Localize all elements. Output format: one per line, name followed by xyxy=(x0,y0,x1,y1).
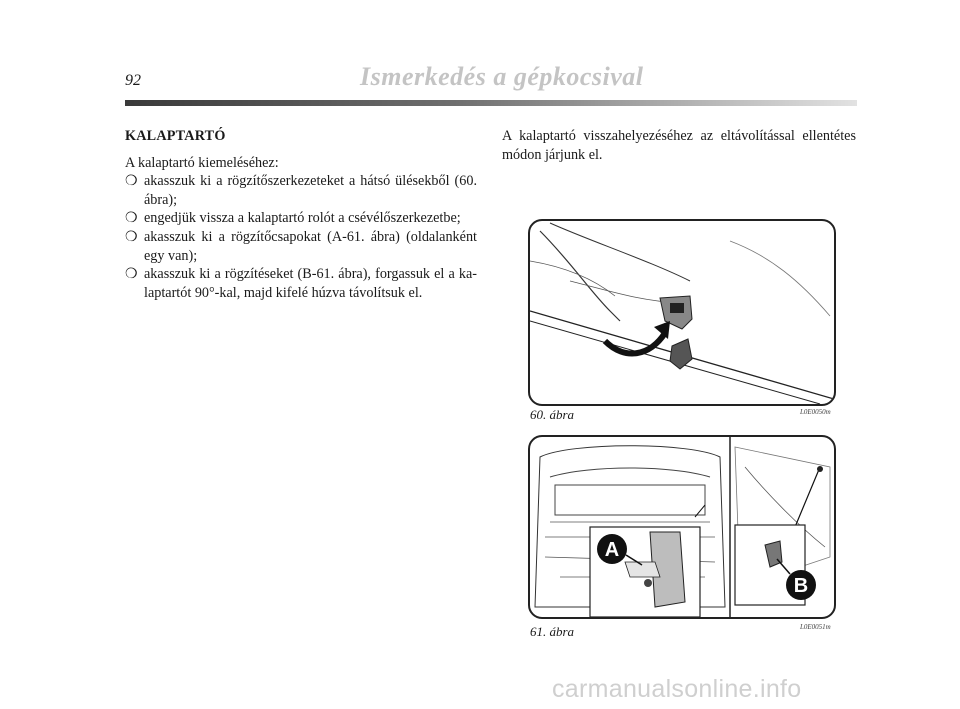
header-rule xyxy=(125,100,857,106)
watermark-text: carmanualsonline.info xyxy=(552,675,802,703)
list-item-text: akasszuk ki a rögzítőszerkezeteket a hátsó ülésekből (60. ábra); xyxy=(144,173,477,208)
list-item-text: engedjük vissza a kalaptartó rolót a csévélőszerkezetbe; xyxy=(144,210,461,227)
callout-label-b: B xyxy=(793,575,809,597)
list-item xyxy=(125,209,477,228)
list-item xyxy=(125,265,477,302)
figure-60-code: L0E0050m xyxy=(800,408,831,416)
left-column xyxy=(125,127,477,302)
section-heading: KALAPTARTÓ xyxy=(125,128,226,144)
instruction-list xyxy=(125,172,477,302)
page-number: 92 xyxy=(125,72,141,89)
figure-60-illustration xyxy=(528,219,836,406)
intro-text: A kalaptartó kiemeléséhez: xyxy=(125,154,279,171)
list-item-text: akasszuk ki a rögzítéseket (B-61. ábra), forgassuk el a ka-laptartót 90°-kal, majd kifelé húzva távolítsuk el. xyxy=(144,266,477,301)
bullet-icon: ❍ xyxy=(125,266,138,283)
bullet-icon: ❍ xyxy=(125,173,138,190)
figure-60-caption: 60. ábra xyxy=(530,407,575,422)
figure-61-code: L0E0051m xyxy=(800,623,831,631)
list-item xyxy=(125,228,477,265)
figure-61-illustration xyxy=(528,435,836,619)
figure-61-caption: 61. ábra xyxy=(530,624,575,639)
list-item xyxy=(125,172,477,209)
reinstall-text: A kalaptartó visszahelyezéséhez az eltávolítással ellentétes módon járjunk el. xyxy=(502,128,856,163)
bullet-icon: ❍ xyxy=(125,228,138,245)
bullet-icon: ❍ xyxy=(125,210,138,227)
callout-label-a: A xyxy=(604,539,620,561)
right-column xyxy=(502,127,856,164)
running-title: Ismerkedés a gépkocsival xyxy=(360,62,644,91)
list-item-text: akasszuk ki a rögzítőcsapokat (A-61. ábra) (oldalanként egy van); xyxy=(144,228,477,264)
